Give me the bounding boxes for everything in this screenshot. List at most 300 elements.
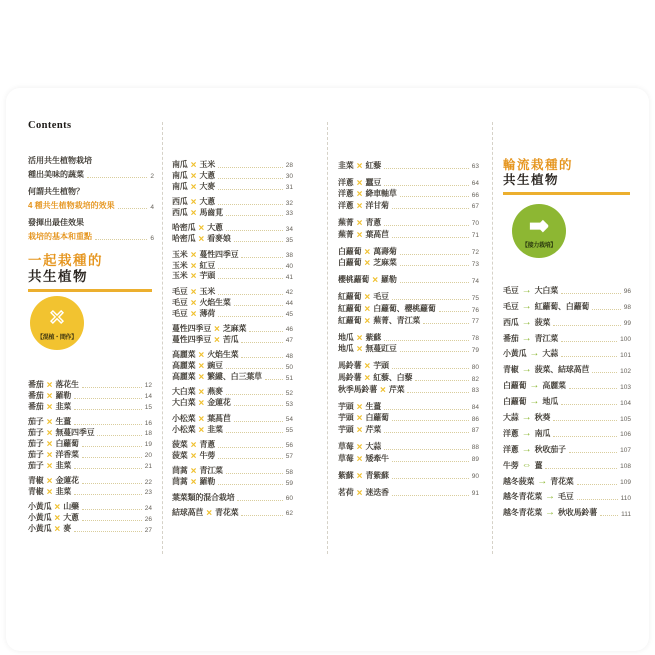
page-number: 15 [144,404,152,412]
cross-icon: × [356,401,363,413]
toc-entry [172,387,293,398]
intro-line: 4 種共生植物栽培的效果 [28,200,115,210]
page-number: 32 [285,199,293,207]
dotted-leader [384,449,469,450]
relay-arrow-icon: → [529,380,540,392]
page-number: 14 [144,393,152,401]
plant-name: 白蘿蔔 [503,381,527,391]
plant-name: 洋蔥 [503,428,519,438]
cross-icon: × [198,223,205,235]
page-number: 38 [285,252,293,260]
cross-icon: × [356,470,363,482]
dotted-leader [553,436,617,437]
page-number: 40 [285,263,293,271]
plant-name: 蔓性四季豆 [172,334,211,344]
toc-entry [338,343,479,355]
toc-entry [338,383,479,395]
toc-entry [172,371,293,382]
relay-arrow-icon: → [545,507,555,519]
plant-name: 葉萵苣 [365,229,389,239]
page-number: 23 [144,489,152,497]
toc-entry [172,222,293,233]
dotted-leader [218,316,283,317]
page-number: 48 [285,352,293,360]
intro-item [28,155,154,180]
toc-group [338,331,479,354]
cross-icon: × [198,424,205,436]
page-number: 98 [623,304,631,312]
cross-icon: × [46,486,53,498]
plant-name: 薄荷 [199,308,216,318]
toc-group [338,360,479,395]
cross-icon: × [356,487,363,499]
cross-icon: × [46,390,53,402]
dotted-leader [592,309,621,310]
cross-icon: × [190,297,197,309]
dotted-leader [234,421,283,422]
cross-icon: × [356,413,363,425]
page-number: 31 [285,184,293,192]
page-number: 67 [471,203,479,211]
plant-name: 玉米 [172,271,188,281]
plant-name: 茄子 [28,427,44,437]
toc-entry [172,360,293,371]
toc-group [338,216,479,239]
plant-name: 豌豆 [207,361,223,371]
plant-name: 韭菜 [55,401,72,411]
toc-entry [172,196,293,207]
toc-group [338,486,479,498]
plant-name: 越冬青花菜 [503,492,542,502]
toc-entry [503,312,631,328]
plant-name: 芋頭 [373,361,389,371]
dotted-leader [74,409,142,410]
dotted-leader [400,196,469,197]
page-number: 107 [620,447,631,455]
plant-name: 紅蘿蔔 [338,292,362,302]
plant-name: 洋蔥 [503,444,519,454]
cross-icon: × [49,303,64,331]
toc-group [338,159,479,171]
page-number: 89 [471,456,479,464]
plant-name: 玉米 [172,249,188,259]
plant-name: 青江菜 [199,466,223,476]
plant-name: 馬鈴薯 [338,361,362,371]
plant-name: 青花菜 [215,507,239,517]
toc-entry [172,233,293,244]
plant-name: 西瓜 [172,207,188,217]
cross-icon: × [190,286,197,298]
toc-entry [28,427,152,438]
toc-group [172,413,293,435]
toc-entry [172,249,293,260]
cross-icon: × [190,439,197,451]
cross-icon: × [190,249,197,261]
toc-entry [172,450,293,461]
dotted-leader [237,500,282,501]
toc-entry [503,407,631,423]
mix-planting-badge [30,296,84,350]
cross-icon: × [190,477,197,489]
dotted-leader [74,424,142,425]
relay-arrow-icon: → [521,443,532,455]
page-number: 75 [471,294,479,302]
page-number: 19 [144,441,152,449]
dotted-leader [423,323,469,324]
plant-name: 紫蘇 [365,332,382,342]
plant-name: 青椒 [503,365,519,375]
toc-group [172,249,293,282]
page-number: 111 [621,510,631,518]
dotted-leader [82,446,142,447]
plant-name: 茄子 [28,449,44,459]
plant-name: 哈密瓜 [172,223,196,233]
plant-name: 番茄 [28,390,44,400]
plant-name: 毛豆 [172,308,188,318]
plant-name: 小松菜 [172,424,196,434]
toc-entry [338,199,479,211]
dotted-leader [218,178,283,179]
toc-entry [172,271,293,282]
plant-name: 大麥 [199,181,216,191]
page-number: 96 [623,288,631,296]
plant-name: 紅藜、白藜 [373,373,413,382]
dotted-leader [392,208,469,209]
plant-name: 越冬青花菜 [503,508,542,518]
dotted-leader [218,167,283,168]
page-number: 47 [285,337,293,345]
dotted-leader [392,495,469,496]
cross-icon: × [46,460,53,472]
toc-entry [172,349,293,360]
toc-entry [28,486,152,497]
toc-entry [503,487,631,503]
plant-name: 西瓜 [172,197,188,207]
plant-name: 毛豆 [503,301,519,311]
plant-name: 高麗菜 [172,372,196,382]
plant-name: 小黃瓜 [503,349,527,359]
dotted-leader [226,230,283,231]
cross-icon: × [190,260,197,272]
plant-name: 菠菜 [172,439,188,449]
toc-column-2 [172,159,293,522]
toc-entry [338,412,479,424]
toc-entry [338,228,479,240]
dotted-leader [553,420,617,421]
dotted-leader [226,215,283,216]
page-number: 20 [144,452,152,460]
dotted-leader [577,484,618,485]
page-number: 58 [285,468,293,476]
plant-name: 迷迭香 [365,487,389,497]
dotted-leader [118,197,148,209]
relay-arrow-icon: → [521,300,532,312]
relay-arrow-icon: → [521,332,532,344]
dotted-leader [234,405,283,406]
relay-planting-badge [512,204,566,258]
plant-name: 洋蔥 [338,200,354,210]
plant-name: 韭菜 [55,486,72,496]
plant-name: 韭菜 [207,424,223,434]
dotted-leader [384,225,469,226]
toc-group [172,507,293,518]
toc-entry [172,181,293,192]
toc-entry [503,359,631,375]
toc-entry [28,512,152,523]
plant-name: 無蔓豇豆 [365,344,397,354]
section-underline [503,192,630,195]
toc-group [172,465,293,487]
relay-arrow-icon: → [521,284,532,296]
cross-icon: × [206,507,213,519]
toc-entry [503,423,631,439]
cross-icon: × [356,189,363,201]
page-number: 109 [620,479,631,487]
dotted-leader [561,341,617,342]
intro-item [28,186,154,211]
cross-icon: × [214,323,220,335]
toc-group [28,416,152,470]
toc-entry [172,260,293,271]
cross-icon: × [198,234,205,246]
plant-name: 大白菜 [172,398,196,408]
toc-group [172,222,293,244]
dotted-leader [218,294,283,295]
toc-entry [28,390,152,401]
dotted-leader [218,204,283,205]
plant-name: 南瓜 [534,428,551,438]
page-number: 51 [285,374,293,382]
plant-name: 毛豆 [503,285,519,295]
plant-name: 芝麻菜 [373,258,397,268]
plant-name: 茄子 [28,438,44,448]
cross-icon: × [198,387,205,399]
dotted-leader [218,447,283,448]
toc-entry [172,397,293,408]
toc-entry [172,286,293,297]
toc-entry [28,501,152,512]
column-divider [327,122,328,554]
toc-group [338,400,479,435]
toc-entry [503,344,631,360]
intro-line: 栽培的基本和重點 [28,231,92,241]
relay-arrow-icon: → [529,396,540,408]
plant-name: 菠菜 [172,450,188,460]
plant-name: 地瓜 [542,397,559,407]
page-number: 54 [285,416,293,424]
dotted-leader [400,265,469,266]
cross-icon: × [356,229,363,241]
dotted-leader [415,380,469,381]
plant-name: 毛豆 [558,492,574,502]
plant-name: 牛蒡 [199,450,216,460]
cross-icon: × [190,271,197,283]
plant-name: 無蔓四季豆 [55,427,95,437]
plant-name: 茗荷 [338,487,354,497]
cross-icon: × [190,181,197,193]
plant-name: 越冬菠菜 [503,476,535,486]
plant-name: 大蒜 [365,441,382,451]
cross-icon: × [364,304,371,316]
page-number: 86 [471,415,479,423]
cross-icon: × [190,170,197,182]
plant-name: 紅藜 [365,160,382,170]
plant-name: 韭菜 [55,460,72,470]
dotted-leader [234,241,283,242]
plant-name: 紅蘿蔔 [338,304,362,314]
dotted-leader [407,392,468,393]
page-number: 21 [144,463,152,471]
dotted-leader [561,293,621,294]
relay-arrow-icon: → [529,348,540,360]
contents-title: Contents [28,120,72,131]
toc-entry [28,449,152,460]
toc-entry [172,334,293,345]
plant-name: 茄子 [28,460,44,470]
dotted-leader [400,254,469,255]
toc-entry [28,460,152,471]
plant-name: 大白菜 [172,387,196,397]
toc-column-4 [503,280,631,518]
cross-icon: × [54,513,61,525]
toc-entry [172,170,293,181]
dotted-leader [569,388,617,389]
plant-name: 落花生 [55,379,79,389]
page-number: 101 [620,351,631,359]
page-number: 53 [285,400,293,408]
cross-icon: × [356,200,363,212]
dotted-leader [553,325,621,326]
toc-entry [172,492,293,503]
plant-name: 蔓性四季豆 [172,323,211,333]
plant-name: 火焰生菜 [199,297,231,307]
plant-name: 紅蘿蔔 [338,315,362,325]
plant-name: 秋收馬鈴薯 [558,508,597,518]
cross-icon: × [46,438,53,450]
page-number: 103 [620,383,631,391]
toc-group [172,439,293,461]
plant-name: 青蔥 [199,439,216,449]
toc-entry [28,379,152,390]
page-number: 105 [620,415,631,423]
plant-name: 草莓 [338,453,354,463]
plant-name: 地瓜 [338,332,354,342]
plant-name: 番茄 [503,333,519,343]
plant-name: 芋頭 [338,401,354,411]
toc-entry [338,360,479,372]
plant-name: 洋甘菊 [365,200,389,210]
section-title: 共生植物 [503,173,560,187]
cross-icon: × [364,315,371,327]
page-number: 26 [144,515,152,523]
plant-name: 番茄 [28,379,44,389]
plant-name: 大白菜 [534,285,559,295]
plant-name: 西瓜 [503,317,519,327]
page-number: 28 [285,162,293,170]
dotted-leader [226,473,283,474]
cross-icon: × [198,398,205,410]
plant-name: 白蘿蔔、櫻桃蘿蔔 [373,304,436,314]
page-number: 87 [471,427,479,435]
relay-arrow-icon: ⇒ [529,212,549,238]
toc-group [338,291,479,326]
toc-group [28,475,152,497]
plant-name: 蔓性四季豆 [199,249,239,259]
plant-name: 燕麥 [207,387,223,397]
dotted-leader [226,394,283,395]
page-number: 108 [620,463,631,471]
cross-icon: × [356,424,363,436]
dotted-leader [97,435,141,436]
toc-group [172,159,293,192]
dotted-leader [87,166,147,178]
plant-name: 蕪菁、青江菜 [373,315,421,325]
plant-name: 茼蒿 [172,466,188,476]
section2-header [503,158,630,195]
column-divider [492,122,493,554]
plant-name: 大蔥 [207,223,223,233]
plant-name: 秋季馬鈴薯 [338,384,377,394]
toc-group [28,501,152,534]
cross-icon: × [46,476,53,488]
dotted-leader [392,237,469,238]
page-number: 27 [144,526,152,534]
cross-icon: × [372,275,379,287]
page-number: 62 [285,510,293,518]
cross-icon: × [54,502,61,514]
dotted-leader [561,356,617,357]
plant-name: 大蒜 [542,349,559,359]
dotted-leader [384,185,469,186]
toc-entry [172,424,293,435]
toc-entry [503,455,631,471]
plant-name: 看麥娘 [207,234,231,244]
plant-name: 芹菜 [365,424,382,434]
plant-name: 金蓮花 [55,476,79,486]
dotted-leader [226,432,283,433]
toc-group [172,286,293,319]
toc-column-1 [28,379,152,539]
page-number: 79 [471,346,479,354]
plant-name: 麥 [63,524,72,534]
page-number: 35 [285,236,293,244]
plant-name: 地瓜 [338,344,354,354]
page-number: 18 [144,430,152,438]
page-number: 12 [144,382,152,390]
toc-group [172,196,293,218]
dotted-leader [82,520,142,521]
plant-name: 白蘿蔔 [503,397,527,407]
plant-name: 金蓮花 [207,398,231,408]
dotted-leader [561,404,617,405]
plant-name: 洋蔥 [338,189,354,199]
cross-icon: × [46,427,53,439]
cross-icon: × [364,292,371,304]
dotted-leader [74,468,142,469]
page-number: 6 [150,234,154,242]
plant-name: 大蔥 [199,170,216,180]
page-number: 16 [144,419,152,427]
dotted-leader [218,189,283,190]
toc-entry [172,207,293,218]
page-number: 72 [471,249,479,257]
plant-name: 茄子 [28,417,44,427]
plant-name: 高麗菜 [172,361,196,371]
toc-group [172,492,293,503]
plant-name: 羅勒 [199,477,216,487]
cross-icon: × [198,413,205,425]
dotted-leader [241,257,282,258]
